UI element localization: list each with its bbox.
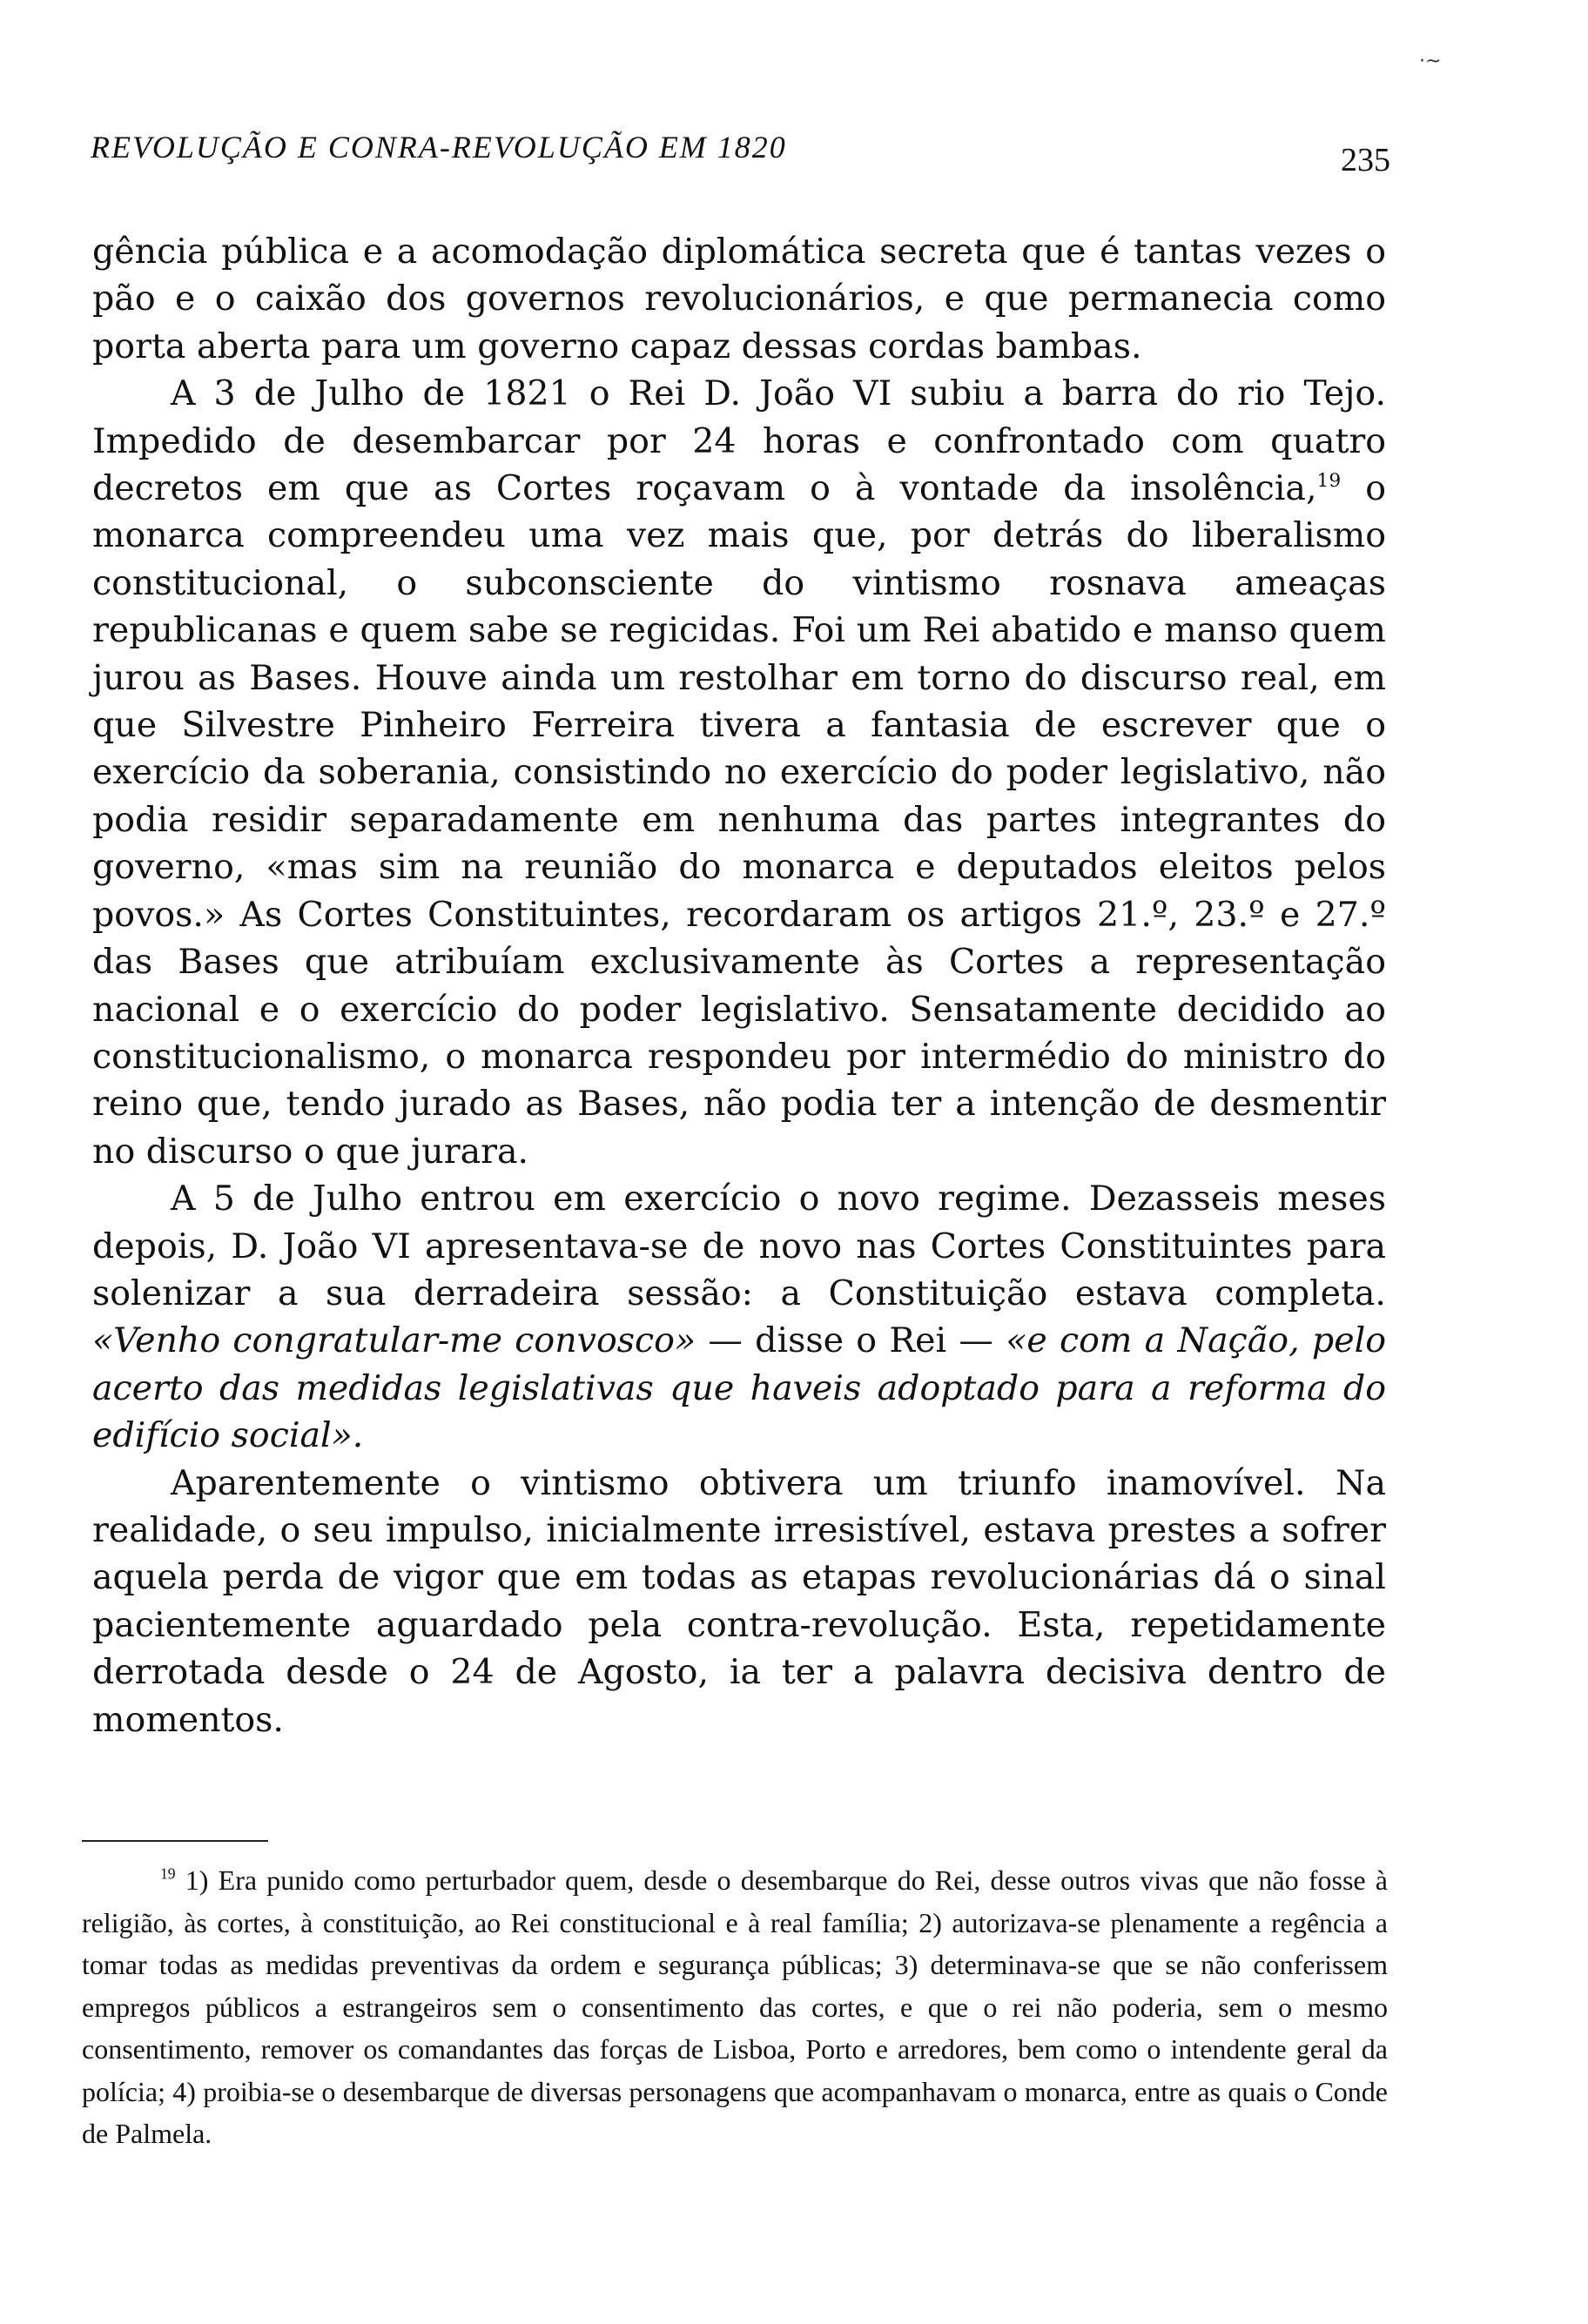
footnote-19 bbox=[82, 1859, 1388, 2155]
body-text bbox=[92, 228, 1386, 1743]
quote-king-1: «Venho congratular-me convosco» bbox=[92, 1320, 696, 1361]
paragraph-3 bbox=[92, 1175, 1386, 1459]
footnote-divider bbox=[82, 1840, 268, 1842]
running-title: REVOLUÇÃO E CONRA-REVOLUÇÃO EM 1820 bbox=[91, 130, 787, 165]
page-number: 235 bbox=[1341, 142, 1390, 178]
quote-attribution: — disse o Rei — bbox=[696, 1320, 1006, 1361]
paragraph-1 bbox=[92, 228, 1386, 370]
footnote-number: 19 bbox=[160, 1864, 176, 1883]
paragraph-2-text-end: o monarca compreendeu uma vez mais que, por detrás do liberalismo constitucional, o subconsciente do vintismo rosnava ameaças republicanas e quem sabe se regicidas. Foi um Rei abatido e manso quem jurou as Bases. Houve ainda um restolhar em torno do discurso real, em que Silvestre Pinheiro Ferreira tivera a fantasia de escrever que o exercício da soberania, consistindo no exercício do poder legislativo, não podia residir separadamente em nenhuma das partes integrantes do governo, «mas sim na reunião do monarca e deputados eleitos pelos povos.» As Cortes Constituintes, recordaram os artigos 21.º, 23.º e 27.º das Bases que atribuíam exclusivamente às Cortes a representação nacional e o exercício do poder legislativo. Sensatamente decidido ao constitucionalismo, o monarca respondeu por intermédio do ministro do reino que, tendo jurado as Bases, não podia ter a intenção de desmentir no discurso o que jurara. bbox=[92, 468, 1387, 1172]
footnote-text: 1) Era punido como perturbador quem, desde o desembarque do Rei, desse outros vivas que não fosse à religião, às cortes, à constituição, ao Rei constitucional e à real família; 2) autorizava-se plenamente a regência a tomar todas as medidas preventivas da ordem e segurança públicas; 3) determinava-se que se não conferissem empregos públicos a estrangeiros sem o consentimento das cortes, e que o rei não poderia, sem o mesmo consentimento, remover os comandantes das forças de Lisboa, Porto e arredores, bem como o intendente geral da polícia; 4) proibia-se o desembarque de diversas personagens que acompanhavam o monarca, entre as quais o Conde de Palmela. bbox=[82, 1864, 1388, 2149]
footnote-reference[interactable]: 19 bbox=[1316, 469, 1342, 492]
paragraph-3-text: A 5 de Julho entrou em exercício o novo regime. Dezasseis meses depois, D. João VI apresentava-se de novo nas Cortes Constituintes para solenizar a sua derradeira sessão: a Constituição estava completa. bbox=[92, 1179, 1386, 1313]
paragraph-4-text: Aparentemente o vintismo obtivera um triunfo inamovível. Na realidade, o seu impulso, inicialmente irresistível, estava prestes a sofrer aquela perda de vigor que em todas as etapas revolucionárias dá o sinal pacientemente aguardado pela contra-revolução. Esta, repetidamente derrotada desde o 24 de Agosto, ia ter a palavra decisiva dentro de momentos. bbox=[92, 1462, 1386, 1740]
paragraph-2 bbox=[92, 370, 1386, 1175]
paragraph-2-text-start: A 3 de Julho de 1821 o Rei D. João VI subiu a barra do rio Tejo. Impedido de desembarcar por 24 horas e confrontado com quatro decretos em que as Cortes roçavam o à vontade da insolência, bbox=[92, 373, 1386, 509]
quote-king-2: «e com a Nação, pelo acerto das medidas legislativas que haveis adoptado para a reforma do edifício social». bbox=[92, 1320, 1386, 1456]
paragraph-4 bbox=[92, 1460, 1386, 1743]
paragraph-1-text: gência pública e a acomodação diplomática secreta que é tantas vezes o pão e o caixão dos governos revolucionários, e que permanecia como porta aberta para um governo capaz dessas cordas bambas. bbox=[92, 232, 1386, 366]
scan-mark: ·~ bbox=[1419, 50, 1442, 72]
